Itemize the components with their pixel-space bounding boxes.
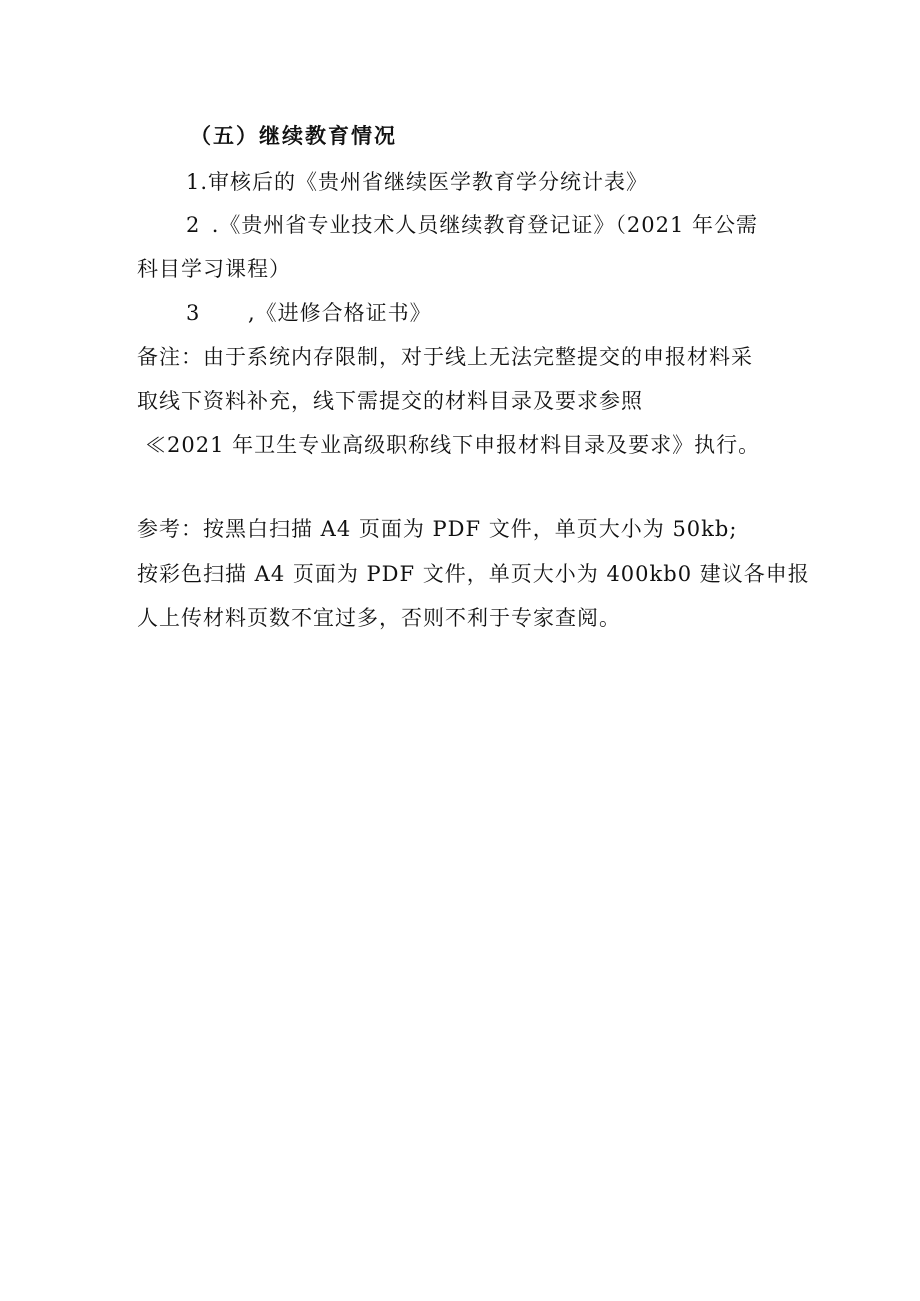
- item-2-text: .《贵州省专业技术人员继续教育登记证》（2021 年公需: [211, 213, 758, 237]
- item-3: [186, 298, 432, 328]
- item-2-line-1: [186, 210, 758, 240]
- item-2-line-2: 科目学习课程）: [137, 257, 291, 281]
- note-line-1: 备注：由于系统内存限制，对于线上无法完整提交的申报材料采: [137, 345, 753, 369]
- item-3-number: 3: [186, 301, 201, 325]
- item-2-number: 2: [186, 213, 201, 237]
- item-1: 1.审核后的《贵州省继续医学教育学分统计表》: [186, 170, 649, 194]
- note-line-3: ≪2021 年卫生专业高级职称线下申报材料目录及要求》执行。: [145, 433, 761, 457]
- reference-line-2: 按彩色扫描 A4 页面为 PDF 文件，单页大小为 400kb0 建议各申报: [137, 562, 810, 586]
- note-line-2: 取线下资料补充，线下需提交的材料目录及要求参照: [137, 389, 643, 413]
- section-heading: （五）继续教育情况: [190, 124, 397, 148]
- reference-line-3: 人上传材料页数不宜过多，否则不利于专家查阅。: [137, 606, 621, 630]
- reference-line-1: 参考：按黑白扫描 A4 页面为 PDF 文件，单页大小为 50kb;: [137, 517, 738, 541]
- item-3-text: ,《进修合格证书》: [248, 301, 432, 325]
